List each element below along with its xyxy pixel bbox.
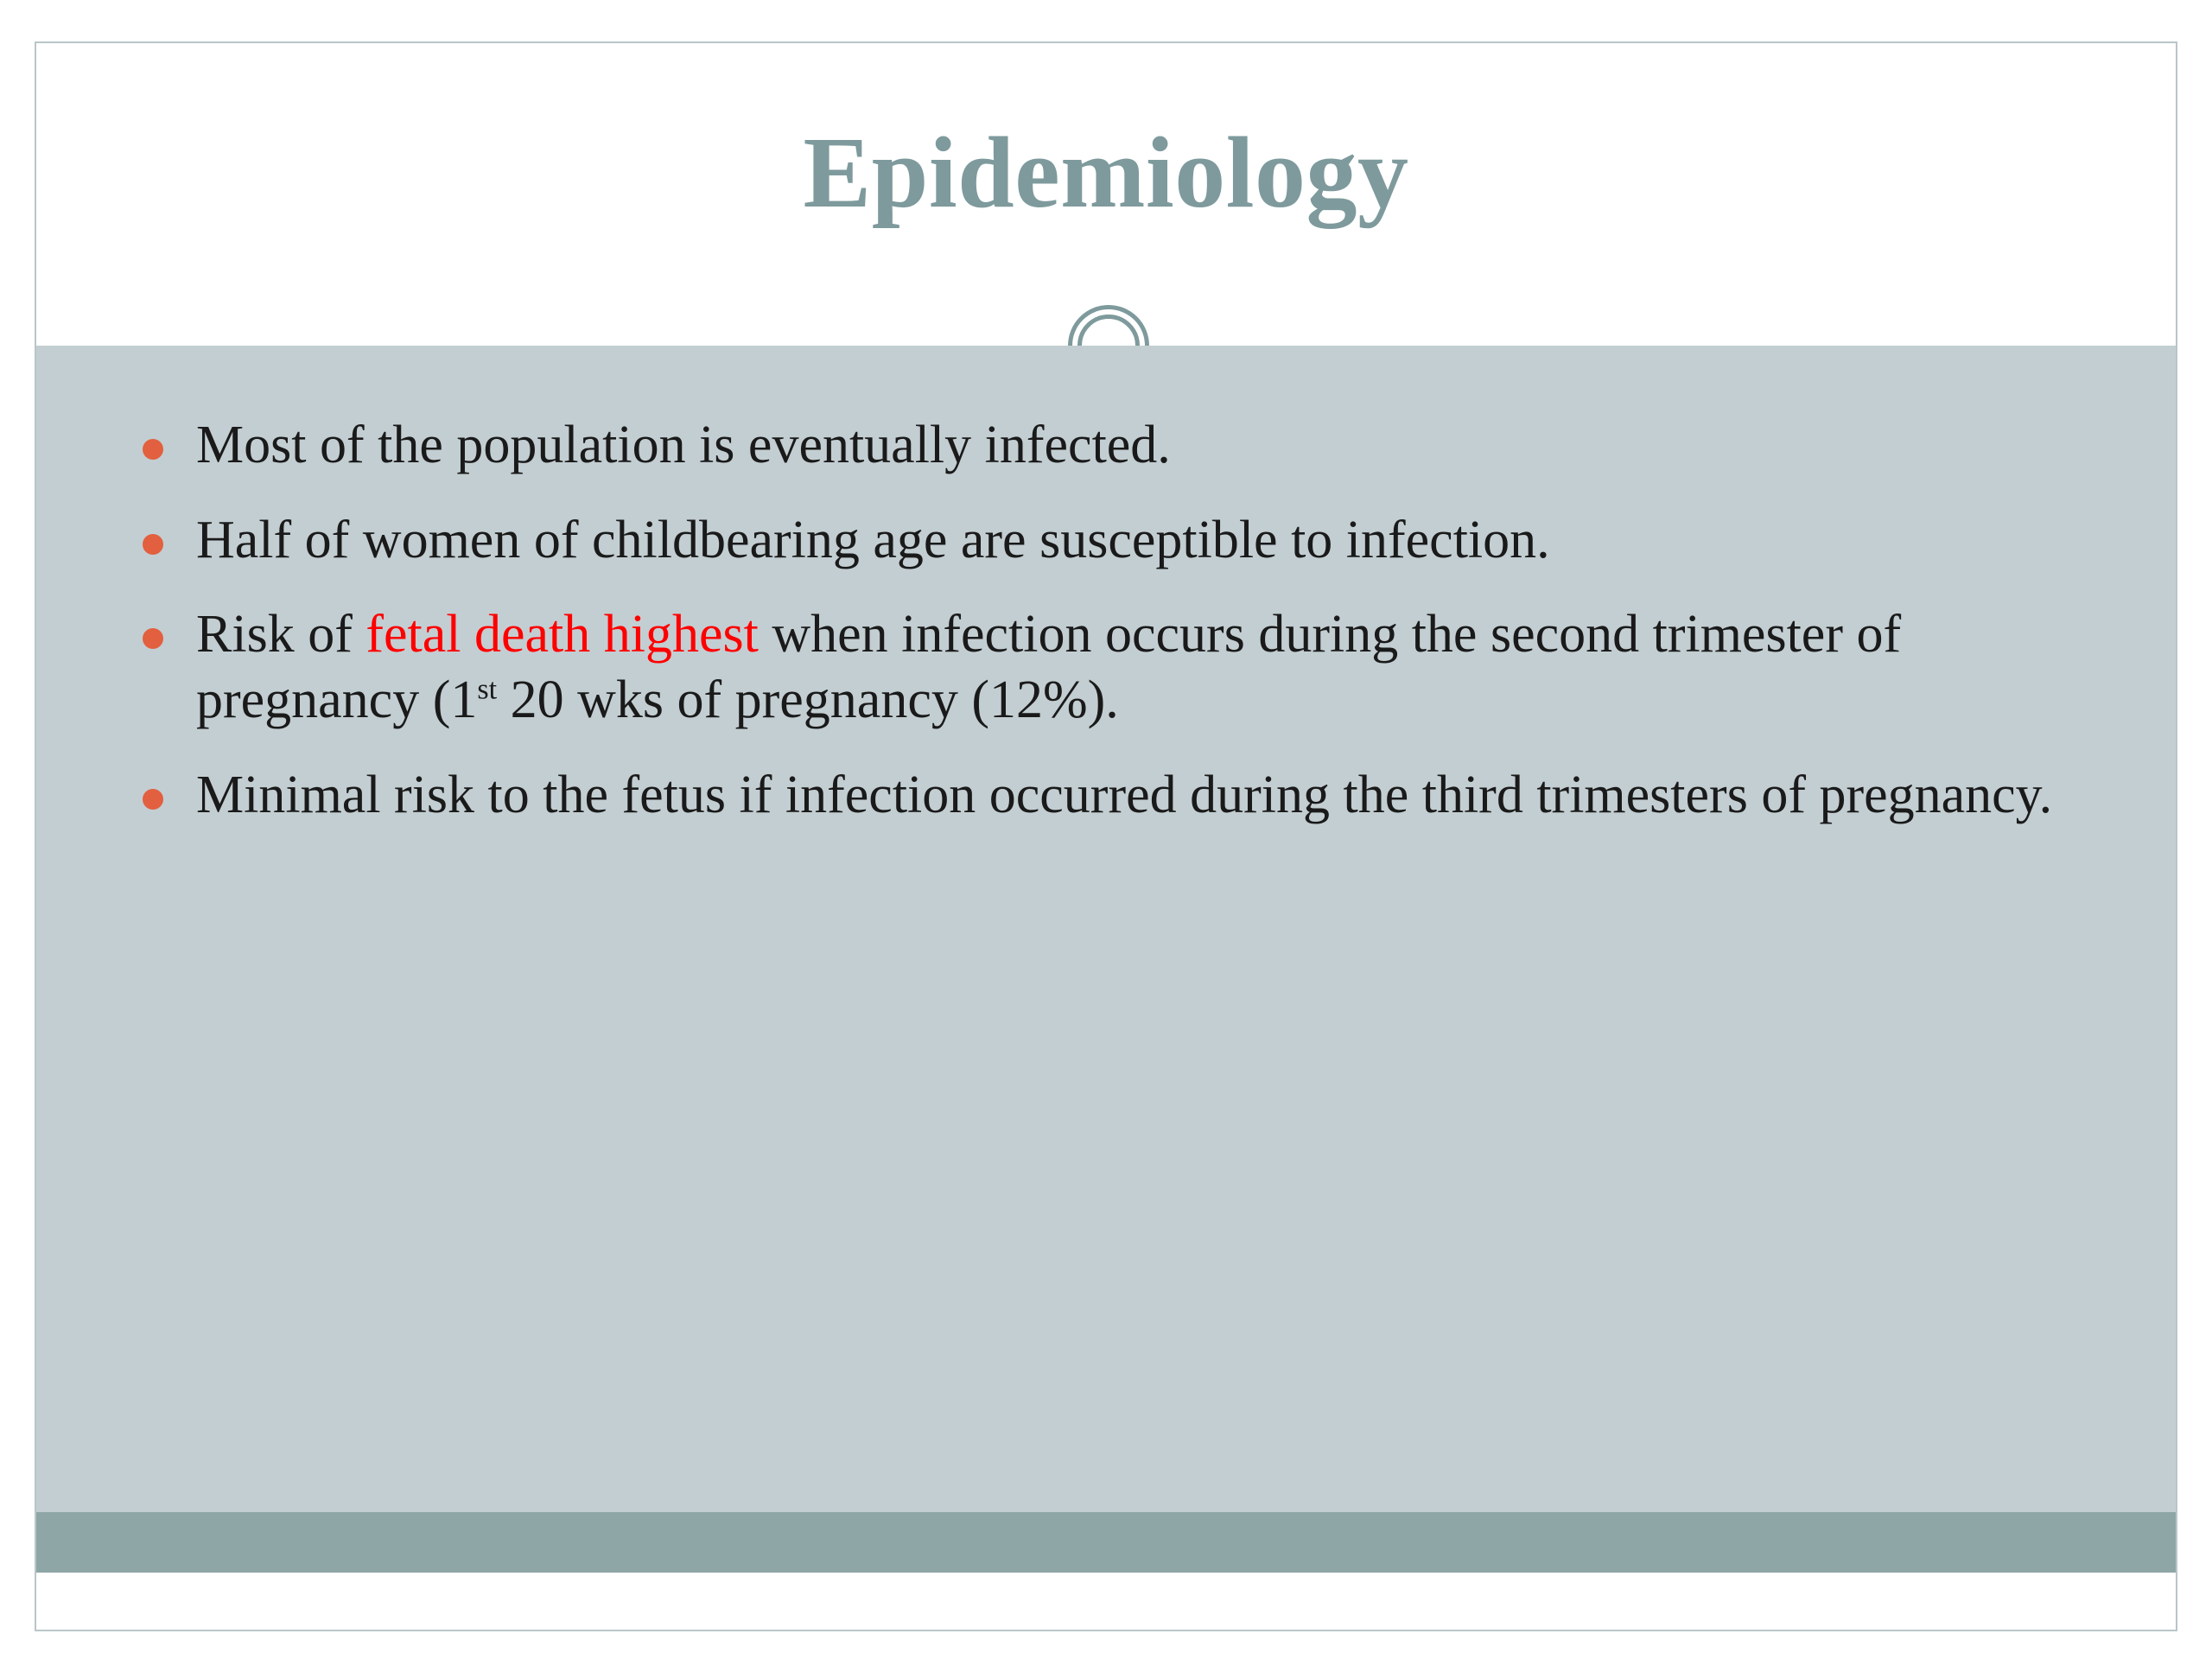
bullet-text-highlight: fetal death highest [365,605,759,664]
bullet-text-segment: when infection occurs during the second trimester of pregnancy (1 [196,605,1902,729]
list-item [118,413,2114,479]
bullet-list [118,413,2114,857]
list-item [118,602,2114,733]
presentation-slide [35,41,2177,1631]
list-item [118,763,2114,829]
list-item [118,508,2114,574]
bullet-text-superscript: st [477,673,498,706]
bullet-text-segment: Most of the population is eventually infected. [196,416,1171,474]
page-title: Epidemiology [803,116,1409,229]
bullet-text-segment: Half of women of childbearing age are susceptible to infection. [196,510,1550,569]
bullet-text-segment: 20 wks of pregnancy (12%). [497,670,1119,729]
bullet-text-segment: Minimal risk to the fetus if infection occurred during the third trimesters of pregnancy. [196,765,2053,824]
slide-footer-bar [36,1512,2176,1573]
slide-title-area [36,43,2176,347]
bullet-text-segment: Risk of [196,605,366,664]
slide-body-panel [36,346,2176,1573]
